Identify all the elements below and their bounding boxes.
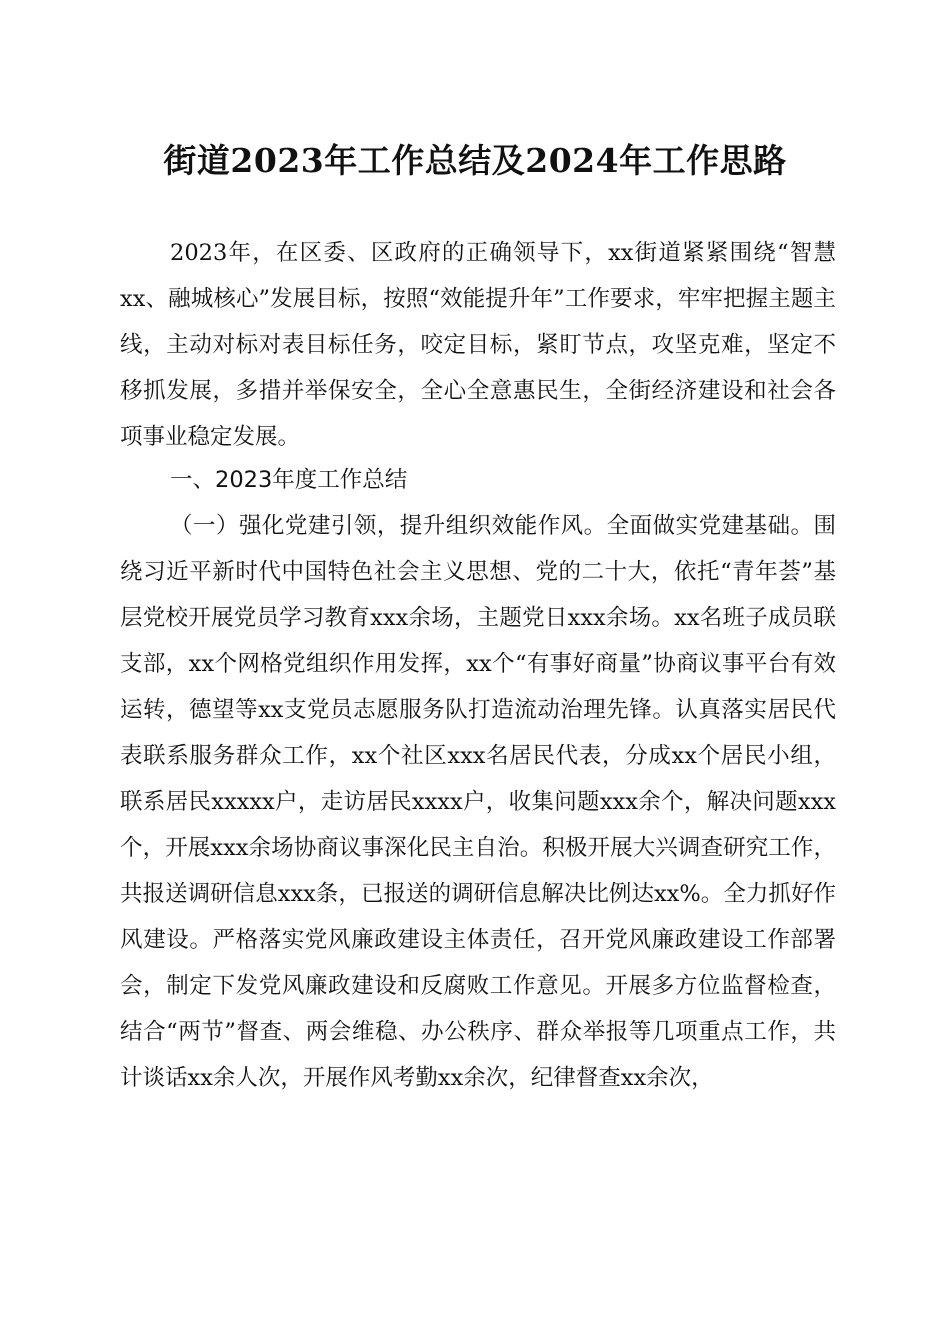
subsection-lead: （一）强化党建引领，提升组织效能作风。 [170, 513, 607, 539]
intro-paragraph: 2023年，在区委、区政府的正确领导下，xx街道紧紧围绕“智慧xx、融城核心”发展目标，按照“效能提升年”工作要求，牢牢把握主题主线，主动对标对表目标任务，咬定目标，紧盯节点，攻坚克难，坚定不移抓发展，多措并举保安全，全心全意惠民生，全街经济建设和社会各项事业稳定发展。 [120, 240, 836, 450]
subsection-body: 全面做实党建基础。围绕习近平新时代中国特色社会主义思想、党的二十大，依托“青年荟”基层党校开展党员学习教育xxx余场，主题党日xxx余场。xx名班子成员联支部，xx个网格党组织作用发挥，xx个“有事好商量”协商议事平台有效运转，德望等xx支党员志愿服务队打造流动治理先锋。认真落实居民代表联系服务群众工作，xx个社区xxx名居民代表，分成xx个居民小组，联系居民xxxxx户，走访居民xxxx户，收集问题xxx余个，解决问题xxx个，开展xxx余场协商议事深化民主自治。积极开展大兴调查研究工作，共报送调研信息xxx条，已报送的调研信息解决比例达xx%。全力抓好作风建设。严格落实党风廉政建设主体责任，召开党风廉政建设工作部署会，制定下发党风廉政建设和反腐败工作意见。开展多方位监督检查，结合“两节”督查、两会维稳、办公秩序、群众举报等几项重点工作，共计谈话xx余人次，开展作风考勤xx余次，纪律督查xx余次， [120, 513, 836, 1091]
subsection-paragraph [120, 503, 836, 1101]
section-heading: 一、2023年度工作总结 [170, 467, 408, 493]
document-title: 街道2023年工作总结及2024年工作思路 [163, 141, 787, 180]
